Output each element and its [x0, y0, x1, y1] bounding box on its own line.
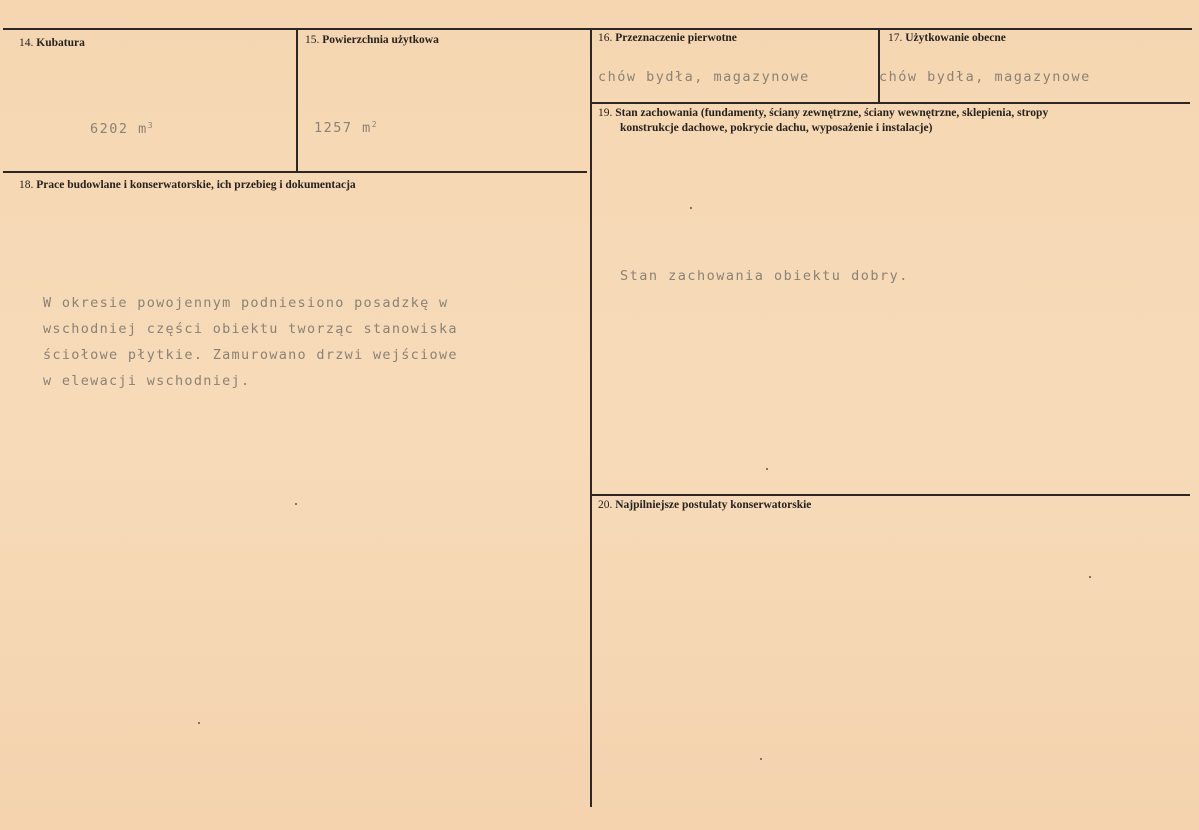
powierzchnia-value: 1257 m	[314, 120, 372, 136]
field-17-number: 17.	[888, 32, 903, 44]
field-18-line: wschodniej części obiektu tworząc stanowiska	[43, 321, 458, 337]
field-14-number: 14.	[19, 37, 34, 49]
rule-under-16-17	[592, 102, 1190, 104]
paper-speck	[198, 722, 200, 724]
field-16-title: Przeznaczenie pierwotne	[615, 32, 737, 44]
field-16-number: 16.	[598, 32, 613, 44]
field-14-value	[90, 121, 153, 137]
field-14-title: Kubatura	[36, 37, 85, 49]
field-15-label	[305, 33, 439, 48]
field-15-value	[314, 120, 377, 136]
rule-under-14-15	[3, 171, 587, 173]
powierzchnia-unit-exponent: 2	[371, 120, 377, 129]
field-15-title: Powierzchnia użytkowa	[322, 34, 439, 46]
top-rule	[3, 28, 1192, 30]
field-18-line: W okresie powojennym podniesiono posadzkę w	[43, 295, 449, 311]
field-18-label	[19, 178, 356, 193]
paper-speck	[760, 758, 762, 760]
field-17-title: Użytkowanie obecne	[905, 32, 1006, 44]
field-15-number: 15.	[305, 34, 320, 46]
kubatura-value: 6202 m	[90, 121, 148, 137]
field-20-label	[598, 498, 811, 513]
field-20-number: 20.	[598, 499, 613, 511]
field-18-line: w elewacji wschodniej.	[43, 373, 251, 389]
field-17-label	[888, 31, 1006, 46]
rule-above-20	[592, 494, 1190, 496]
field-19-title-line2: konstrukcje dachowe, pokrycie dachu, wyposażenie i instalacje)	[620, 122, 933, 134]
field-19-title-line1: Stan zachowania (fundamenty, ściany zewnętrzne, ściany wewnętrzne, sklepienia, stropy	[615, 107, 1049, 119]
field-19-value: Stan zachowania obiektu dobry.	[620, 268, 909, 284]
divider-14-15	[296, 29, 298, 171]
field-17-value: chów bydła, magazynowe	[879, 69, 1091, 85]
paper-speck	[766, 468, 768, 470]
paper-speck	[1089, 576, 1091, 578]
field-14-label	[19, 36, 85, 51]
divider-16-17	[878, 29, 880, 102]
kubatura-unit-exponent: 3	[147, 121, 153, 130]
field-18-title: Prace budowlane i konserwatorskie, ich przebieg i dokumentacja	[36, 179, 356, 191]
field-18-line: ściołowe płytkie. Zamurowano drzwi wejściowe	[43, 347, 458, 363]
field-19-label	[598, 106, 1048, 136]
field-18-text	[43, 290, 458, 394]
field-16-value: chów bydła, magazynowe	[598, 69, 810, 85]
field-20-title: Najpilniejsze postulaty konserwatorskie	[615, 499, 812, 511]
field-18-number: 18.	[19, 179, 34, 191]
field-19-number: 19.	[598, 107, 613, 119]
paper-speck	[295, 503, 297, 505]
field-16-label	[598, 31, 737, 46]
divider-center	[590, 29, 592, 807]
paper-speck	[690, 207, 692, 209]
